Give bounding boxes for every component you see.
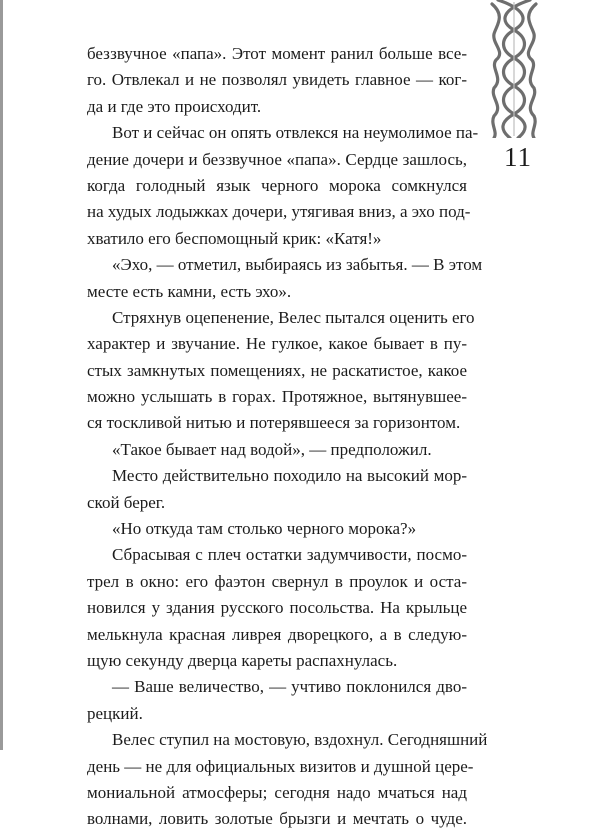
text-line: Сбрасывая с плеч остатки задумчивости, посмо- (112, 545, 467, 565)
text-line: беззвучное «папа». Этот момент ранил больше все- (87, 44, 467, 63)
text-line: щую секунду дверца кареты распахнулась. (87, 650, 398, 670)
text-line: месте есть камни, есть эхо». (87, 281, 292, 301)
text-line: рецкий. (87, 703, 143, 723)
text-line: мониальной атмосферы; сегодня надо мчаться над (87, 782, 467, 802)
text-line: волнами, ловить золотые брызги и мечтать о чуде. (87, 809, 467, 829)
text-line: стых замкнутых помещениях, не раскатистое, какое (87, 360, 467, 380)
text-line: характер и звучание. Не гулкое, какое бывает в пу- (87, 334, 467, 354)
text-line: «Но откуда там столько черного морока?» (112, 519, 417, 539)
text-line: Вот и сейчас он опять отвлекся на неумолимое па- (112, 123, 479, 143)
text-line: когда голодный язык черного морока сомкнулся (87, 175, 467, 195)
page-number: 11 (504, 142, 532, 172)
text-line: трел в окно: его фаэтон свернул в проулок и оста- (87, 571, 467, 591)
text-line: дение дочери и беззвучное «папа». Сердце зашлось, (87, 149, 467, 169)
text-line: мелькнула красная ливрея дворецкого, а в следую- (87, 624, 467, 644)
text-line: Стряхнув оцепенение, Велес пытался оценить его (112, 307, 475, 327)
text-line: хватило его беспомощный крик: «Катя!» (87, 228, 382, 248)
text-line: Место действительно походило на высокий мор- (112, 466, 467, 486)
text-line: ской берег. (87, 492, 166, 512)
text-line: на худых лодыжках дочери, утягивая вниз, а эхо под- (87, 202, 471, 222)
text-line: новился у здания русского посольства. На крыльце (87, 598, 467, 618)
text-line: можно услышать в горах. Протяжное, вытянувшее- (87, 387, 467, 407)
text-line: день — не для официальных визитов и душной цере- (87, 756, 474, 776)
text-line: го. Отвлекал и не позволял увидеть главное — ког- (87, 70, 467, 90)
text-line: Велес ступил на мостовую, вздохнул. Сегодняшний (112, 730, 488, 750)
celtic-knot-ornament (488, 0, 540, 138)
text-line: да и где это происходит. (87, 96, 262, 116)
body-text (87, 41, 488, 833)
text-line: «Эхо, — отметил, выбираясь из забытья. — В этом (112, 255, 483, 275)
text-line: — Ваше величество, — учтиво поклонился дво- (112, 677, 467, 697)
text-line: «Такое бывает над водой», — предположил. (112, 439, 432, 459)
binding-edge (0, 0, 3, 750)
text-line: ся тоскливой нитью и потерявшееся за горизонтом. (87, 413, 461, 433)
